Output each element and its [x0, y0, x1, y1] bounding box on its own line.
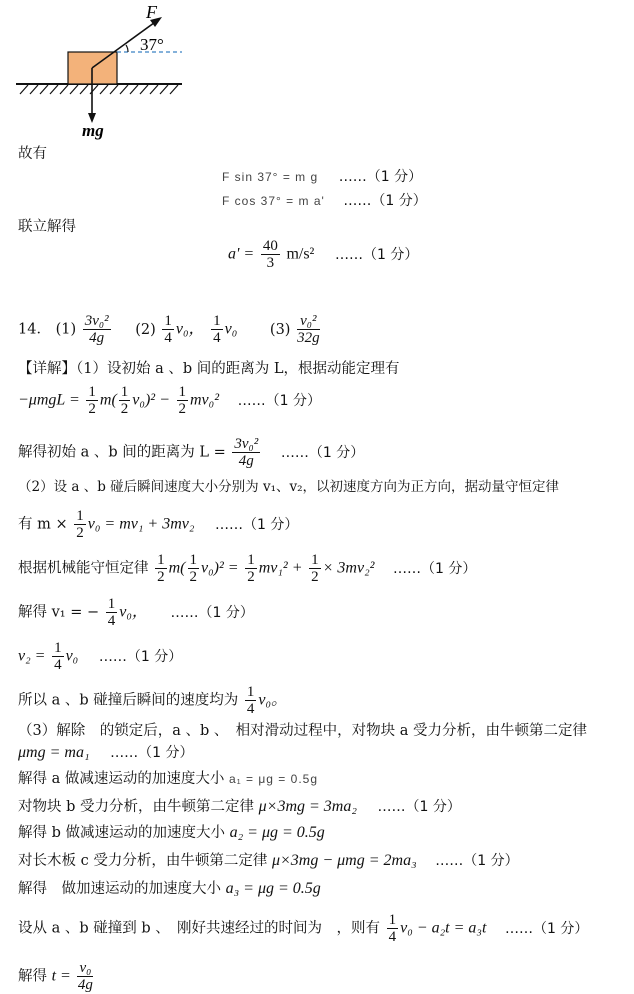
eq-energy: −μmgL = $\frac{1}{2}$ m( $\frac{1}{2}$ v₀)² − $\frac{1}{2}$ mv₀² ……（1 分） [18, 384, 321, 417]
score-mark: ……（1 分） [334, 246, 419, 263]
eq-energy-conservation: 根据机械能守恒定律 $\frac{1}{2}$ m( $\frac{1}{2}$ v₀)² = $\frac{1}{2}$ mv₁² + $\frac{1}{2}$ × 3mv₂² ……（1 分） [18, 552, 477, 585]
eq-v2: v₂ = $\frac{1}{4}$ v₀ ……（1 分） [18, 640, 183, 673]
fraction: $\frac{\text{3v₀²}}{4g}$ [84, 313, 109, 346]
score-mark: ……（1 分） [280, 444, 365, 461]
fraction: $\frac{40}{3}$ [262, 238, 278, 271]
eq-momentum: 有 m × $\frac{1}{2}$ v₀ = mv₁ + 3mv₂ ……（1 分） [18, 508, 299, 541]
score-mark: ……（1 分） [215, 516, 299, 533]
formula-text: a₁ = μg = 0.5g [228, 772, 319, 786]
part-label: (1) [55, 321, 77, 338]
eq-cos [222, 192, 427, 210]
eq-newton-a: μmg = ma₁ ……（1 分） [18, 744, 194, 761]
line-therefore: 故有 [18, 146, 47, 162]
score-mark: ……（1 分） [110, 745, 194, 761]
score-mark: ……（1 分） [435, 853, 519, 869]
eq-accel-lhs: a' = [228, 245, 255, 263]
score-mark: ……（1 分） [237, 392, 321, 409]
detail-1: 【详解】（1）设初始 a 、b 间的距离为 L，根据动能定理有 [18, 361, 400, 377]
ground-hatch [20, 85, 178, 94]
score-mark: ……（1 分） [98, 648, 183, 665]
unit: m/s² [286, 245, 315, 263]
force-diagram [10, 0, 210, 140]
score-mark: ……（1 分） [377, 799, 461, 815]
weight-label: mg [82, 121, 104, 140]
detail-3: （3）解除 的锁定后，a 、b 、 相对滑动过程中，对物块 a 受力分析，由牛顿第二定律 [18, 723, 587, 739]
score-mark: ……（1 分） [393, 560, 477, 577]
eq-sin [222, 168, 422, 186]
eq-newton-b: 对物块 b 受力分析，由牛顿第二定律 μ×3mg = 3ma₂ ……（1 分） [18, 798, 461, 815]
part-label: (3) [269, 321, 291, 338]
eq-a3: 解得 做加速运动的加速度大小 a₃ = μg = 0.5g [18, 880, 321, 897]
score-mark: ……（1 分） [338, 169, 423, 185]
fraction: $\frac{\text{v₀²}}{32g}$ [297, 313, 320, 346]
eq-distance: 解得初始 a 、b 间的距离为 L = $\frac{\text{3v₀²}}{4g}$ ……（1 分） [18, 436, 365, 469]
angle-arc [126, 45, 128, 52]
detail-2: （2）设 a 、b 碰后瞬间速度大小分别为 v₁、v₂，以初速度方向为正方向，据动量守恒定律 [18, 479, 560, 495]
angle-label: 37° [140, 35, 164, 54]
eq-a2: 解得 b 做减速运动的加速度大小 a₂ = μg = 0.5g [18, 824, 325, 841]
fraction: $\frac{1}{4}$ [213, 313, 221, 346]
force-label: F [146, 2, 157, 22]
eq-sin-expr: F sin 37° = m g [222, 170, 319, 184]
question-number: 14． [18, 321, 51, 338]
eq-time: 解得 t = $\frac{\text{v₀}}{4g}$ [18, 960, 93, 993]
eq-accel [228, 238, 418, 271]
line-solve: 联立解得 [18, 219, 76, 235]
eq-newton-c: 对长木板 c 受力分析，由牛顿第二定律 μ×3mg − μmg = 2ma₃ ……（1 分） [18, 852, 519, 869]
score-mark: ……（1 分） [505, 920, 589, 937]
score-mark: ……（1 分） [343, 193, 427, 209]
eq-v1: 解得 v₁ = − $\frac{1}{4}$ v₀， ……（1 分） [18, 596, 254, 629]
eq-cos-expr: F cos 37° = m a' [222, 194, 325, 208]
q14-answers: 14． (1) $\frac{\text{3v₀²}}{4g}$ (2) $\frac{1}{4}$ v₀， $\frac{1}{4}$ v₀ (3) $\frac{\text{v₀²}}{32g}$ [18, 313, 320, 346]
eq-result-velocity: 所以 a 、b 碰撞后瞬间的速度均为 $\frac{1}{4}$ v₀。 [18, 684, 288, 717]
eq-common-velocity: 设从 a 、b 碰撞到 b 、 刚好共速经过的时间为 ，则有 $\frac{1}{4}$ v₀ − a₂t = a₃t ……（1 分） [18, 912, 589, 945]
fraction: $\frac{1}{4}$ [164, 313, 172, 346]
eq-a1: 解得 a 做减速运动的加速度大小 a₁ = μg = 0.5g [18, 771, 319, 787]
score-mark: ……（1 分） [170, 604, 254, 621]
part-label: (2) [135, 321, 156, 338]
